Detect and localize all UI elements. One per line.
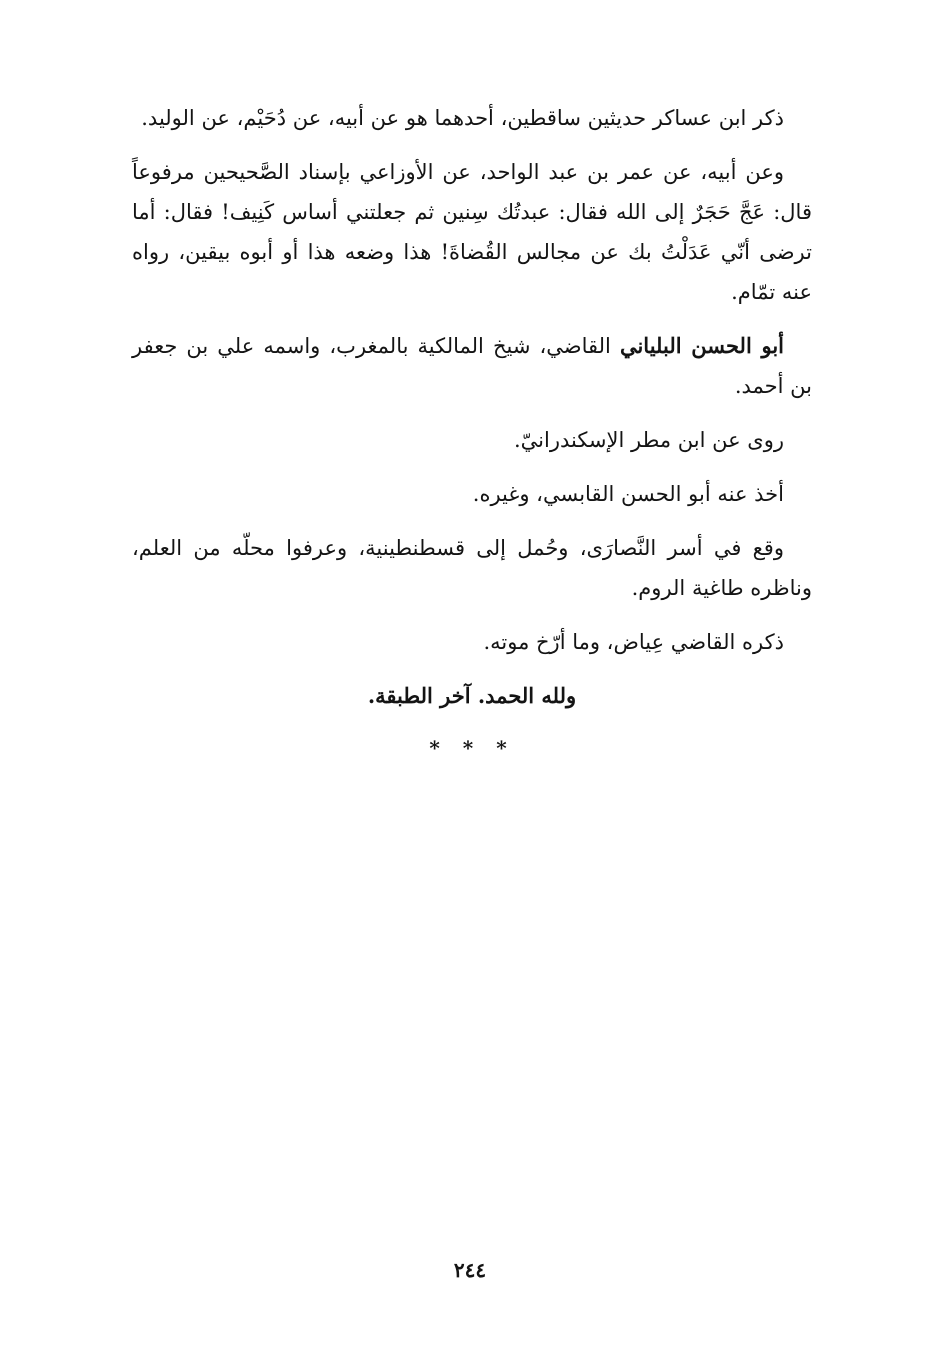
- page-number: ٢٤٤: [453, 1258, 487, 1282]
- paragraph-captivity: وقع في أسر النَّصارَى، وحُمل إلى قسطنطينية، وعرفوا محلّه من العلم، وناظره طاغية الروم.: [132, 536, 812, 600]
- paragraph-narrated-from: روى عن ابن مطر الإسكندرانيّ.: [513, 428, 784, 452]
- paragraph-ibn-asakir: ذكر ابن عساكر حديثين ساقطين، أحدهما هو عن أبيه، عن دُحَيْم، عن الوليد.: [141, 106, 784, 130]
- paragraph-hadith: وعن أبيه، عن عمر بن عبد الواحد، عن الأوزاعي بإسناد الصَّحيحين مرفوعاً قال: عَجَّ حَجَرٌ إلى الله فقال: عبدتُك سِنين ثم جعلتني أساس كَنِيف! فقال: أما ترضى أنّي عَدَلْتُ بك عن مجالس القُضاةَ! هذا وضعه هذا أو أبوه بيقين، رواه عنه تمّام.: [132, 160, 812, 304]
- closing-line: ولله الحمد. آخر الطبقة.: [367, 683, 577, 708]
- biography-name: أبو الحسن البلياني: [619, 333, 785, 358]
- section-separator: * * *: [429, 736, 515, 760]
- biography-description: القاضي، شيخ المالكية بالمغرب، واسمه علي بن جعفر بن أحمد.: [132, 334, 812, 398]
- paragraph-mentioned-by: ذكره القاضي عِياض، وما أرّخ موته.: [483, 630, 784, 654]
- paragraph-narrated-by: أخذ عنه أبو الحسن القابسي، وغيره.: [472, 482, 784, 506]
- main-text: [132, 98, 812, 768]
- paragraph-biography-entry: [132, 326, 812, 406]
